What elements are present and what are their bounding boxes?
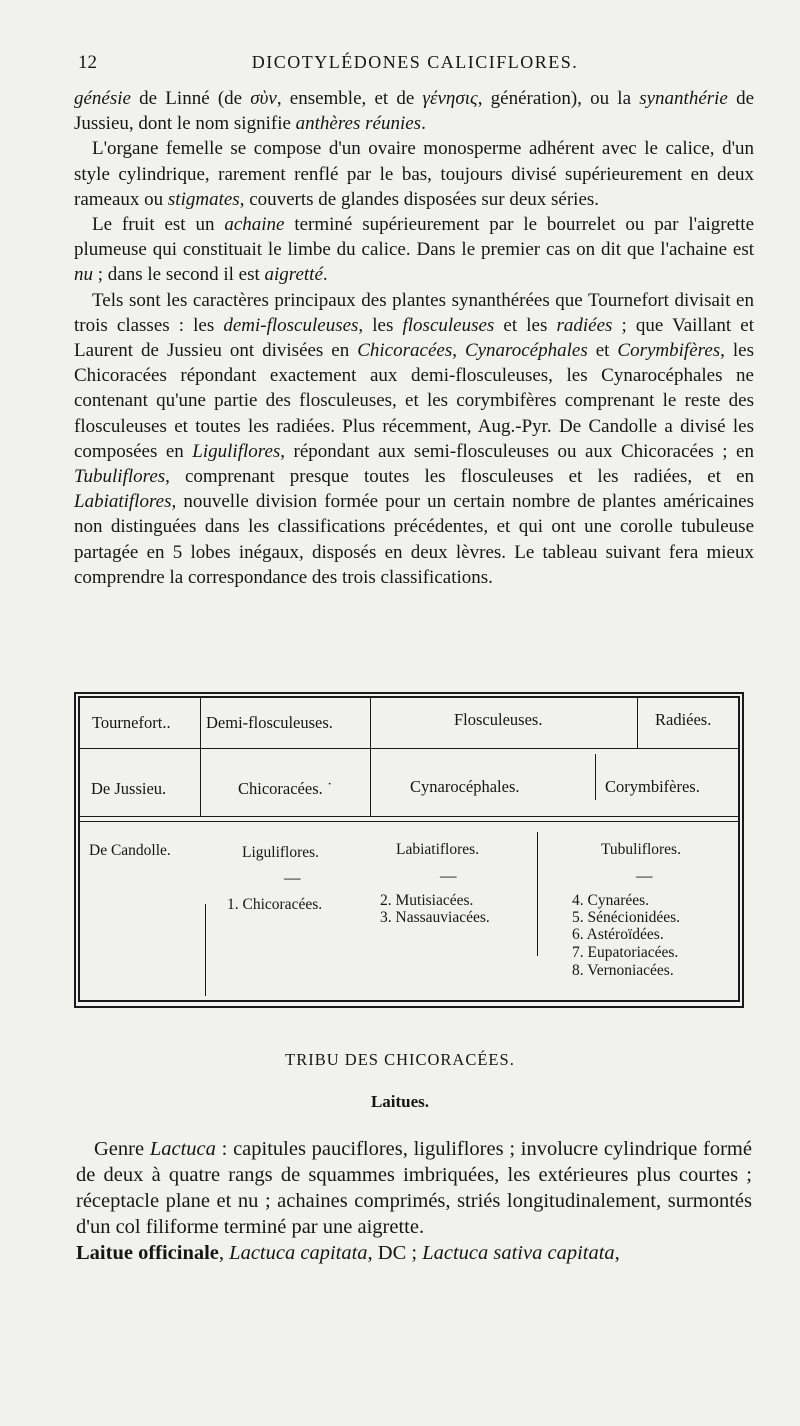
dash-labiatiflores: —	[440, 866, 457, 885]
table-rule-1	[80, 748, 738, 749]
paragraph-genus-lactuca: Genre Lactuca : capitules pauciflores, liguliflores ; involucre cylindrique formé de deux à quatre rangs de squammes imbriquées, les extérieures plus courtes ; réceptacle plane et nu ; achaines comprimés, striés longitudinalement, surmontés d'un col filiforme terminé par une aigrette.	[76, 1138, 752, 1238]
table-col-divider-2	[370, 698, 371, 816]
page-number: 12	[78, 52, 97, 73]
item-chicoracees: 1. Chicoracées.	[227, 896, 323, 913]
running-title: DICOTYLÉDONES CALICIFLORES.	[251, 52, 579, 72]
table-col-divider-5	[537, 832, 538, 956]
cell-chicoracees: Chicoracées. ˙	[238, 779, 333, 798]
cell-radiees: Radiées.	[655, 710, 712, 729]
paragraph-continuation: génésie de Linné (de σὺν, ensemble, et de γένησις, génération), ou la synanthérie de Jussieu, dont le nom signifie anthères réunies.	[74, 88, 755, 135]
cell-labiatiflores: Labiatiflores.	[396, 841, 480, 858]
table-brace-line	[205, 904, 206, 996]
paragraph-female-organ: L'organe femelle se compose d'un ovaire monosperme adhérent avec le calice, d'un style cylindrique, rarement renflé par le bas, toujours divisé supérieurement en deux rameaux ou stigmates, couverts de glandes disposées sur deux séries.	[74, 138, 754, 210]
table-rule-2	[80, 816, 738, 817]
cell-tournefort: Tournefort..	[92, 713, 171, 732]
item-cynarees: 4. Cynarées.	[572, 892, 650, 909]
classification-table	[74, 692, 744, 1008]
cell-liguliflores: Liguliflores.	[242, 844, 320, 861]
paragraph-laitue-officinale: Laitue officinale, Lactuca capitata, DC ; Lactuca sativa capitata,	[76, 1242, 620, 1264]
item-mutisiacees: 2. Mutisiacées.	[380, 892, 474, 909]
body-text-lower	[76, 1136, 752, 1266]
item-senecionidees: 5. Sénécionidées.	[572, 909, 681, 926]
paragraph-fruit: Le fruit est un achaine terminé supérieurement par le bourrelet ou par l'aigrette plumeuse qui constituait le limbe du calice. Dans le premier cas on dit que l'achaine est nu ; dans le second il est aigretté.	[74, 214, 754, 286]
subsection-title: Laitues.	[370, 1092, 430, 1111]
cell-tubuliflores: Tubuliflores.	[601, 841, 681, 858]
paragraph-classifications: Tels sont les caractères principaux des plantes synanthérées que Tournefort divisait en trois classes : les demi-flosculeuses, les flosculeuses et les radiées ; que Vaillant et Laurent de Jussieu ont divisées en Chicoracées, Cynarocéphales et Corymbifères, les Chicoracées répondant exactement aux demi-flosculeuses, les Cynarocéphales ne contenant qu'une partie des flosculeuses, et les corymbifères comprenant le reste des flosculeuses et toutes les radiées. Plus récemment, Aug.-Pyr. De Candolle a divisé les composées en Liguliflores, répondant aux semi-flosculeuses ou aux Chicoracées ; en Tubuliflores, comprenant presque toutes les flosculeuses et les radiées, et en Labiatiflores, nouvelle division formée pour un certain nombre de plantes américaines non distinguées dans les classifications précédentes, et qui ont une corolle tubuleuse partagée en 5 lobes inégaux, disposés en deux lèvres. Le tableau suivant fera mieux comprendre la correspondance des trois classifications.	[74, 289, 754, 588]
table-col-divider-3	[637, 698, 638, 748]
cell-de-jussieu: De Jussieu.	[91, 779, 167, 798]
dash-tubuliflores: —	[636, 866, 653, 885]
table-col-divider-1	[200, 698, 201, 816]
item-eupatoriacees: 7. Eupatoriacées.	[572, 944, 679, 961]
item-vernoniacees: 8. Vernoniacées.	[572, 962, 674, 979]
section-title: TRIBU DES CHICORACÉES.	[285, 1050, 515, 1069]
cell-de-candolle: De Candolle.	[89, 842, 171, 859]
item-asteroidees: 6. Astéroïdées.	[572, 926, 664, 943]
table-rule-2b	[80, 821, 738, 822]
table-col-divider-4	[595, 754, 596, 800]
running-header	[78, 52, 752, 78]
item-nassauviacees: 3. Nassauviacées.	[380, 909, 490, 926]
cell-cynarocephales: Cynarocéphales.	[410, 777, 520, 796]
cell-corymbiferes: Corymbifères.	[605, 777, 700, 796]
cell-demi-flosculeuses: Demi-flosculeuses.	[206, 713, 333, 732]
dash-liguliflores: —	[284, 868, 301, 887]
body-text-upper	[74, 86, 754, 590]
cell-flosculeuses: Flosculeuses.	[454, 710, 543, 729]
